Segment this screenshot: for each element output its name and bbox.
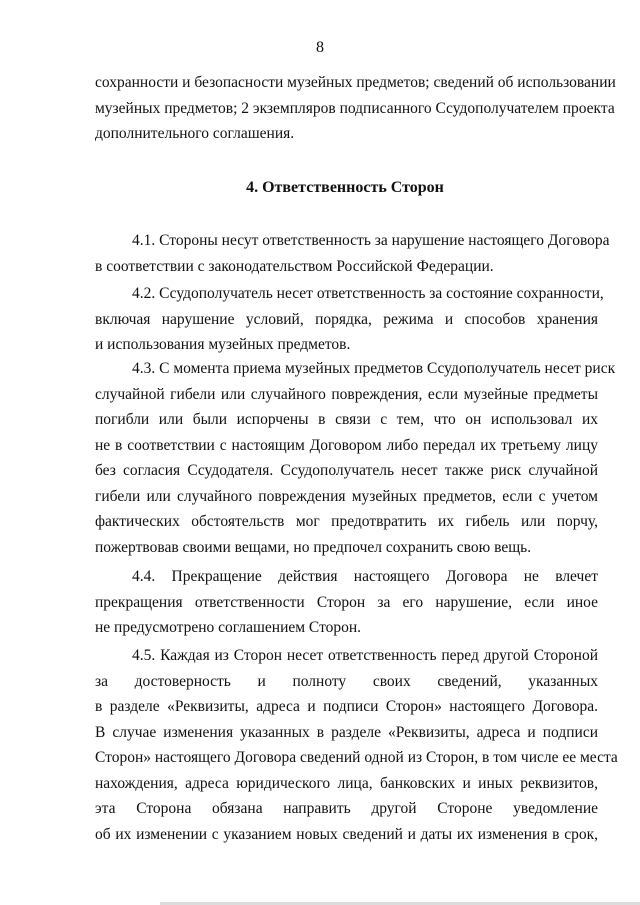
text-line: 4.4. Прекращение действия настоящего Договора не влечет (132, 568, 598, 585)
text-line: эта Сторона обязана направить другой Стороне уведомление (95, 800, 598, 817)
text-line: пожертвовав своими вещами, но предпочел сохранить свою вещь. (95, 538, 532, 556)
page-number: 8 (316, 39, 324, 56)
clause-4-3 (95, 356, 616, 560)
section-heading: 4. Ответственность Сторон (246, 179, 444, 196)
text-line: не в соответствии с настоящим Договором либо передал их третьему лицу (95, 436, 598, 454)
clause-4-4 (95, 564, 598, 641)
text-line: фактических обстоятельств мог предотвратить их гибель или порчу, (95, 513, 598, 530)
text-line: и использования музейных предметов. (95, 336, 351, 353)
text-line: 4.5. Каждая из Сторон несет ответственность перед другой Стороной (132, 647, 598, 664)
text-line: В случае изменения указанных в разделе «Реквизиты, адреса и подписи (95, 723, 598, 741)
text-line: об их изменении с указанием новых сведений и даты их изменения в срок, (95, 825, 598, 843)
text-line: случайной гибели или случайного повреждения, если музейные предметы (95, 385, 598, 403)
text-line: за достоверность и полноту своих сведений, указанных (95, 672, 598, 690)
clause-4-2 (95, 281, 604, 358)
text-line: погибли или были испорчены в связи с тем, что он использовал их (95, 411, 598, 428)
text-line: нахождения, адреса юридического лица, банковских и иных реквизитов, (95, 774, 598, 792)
text-line: 4.2. Ссудополучатель несет ответственность за состояние сохранности, (132, 285, 604, 302)
clause-4-5 (95, 643, 618, 847)
text-line: сохранности и безопасности музейных предметов; сведений об использовании (95, 74, 616, 91)
intro-paragraph (95, 70, 616, 147)
text-line: Сторон» настоящего Договора сведений одной из Сторон, в том числе ее места (95, 749, 618, 766)
text-line: дополнительного соглашения. (95, 125, 295, 142)
text-line: музейных предметов; 2 экземпляров подписанного Ссудополучателем проекта (95, 99, 615, 117)
text-line: в разделе «Реквизиты, адреса и подписи Сторон» настоящего Договора. (95, 698, 598, 715)
text-line: не предусмотрено соглашением Сторон. (95, 619, 362, 636)
text-line: 4.1. Стороны несут ответственность за нарушение настоящего Договора (132, 232, 610, 249)
text-line: включая нарушение условий, порядка, режима и способов хранения (95, 310, 598, 328)
text-line: в соответствии с законодательством Российской Федерации. (95, 257, 494, 275)
text-line: прекращения ответственности Сторон за его нарушение, если иное (95, 593, 598, 611)
clause-4-1 (95, 228, 610, 279)
text-line: без согласия Ссудодателя. Ссудополучатель несет также риск случайной (95, 462, 598, 479)
text-line: гибели или случайного повреждения музейных предметов, если с учетом (95, 487, 598, 505)
text-line: 4.3. С момента приема музейных предметов Ссудополучатель несет риск (132, 360, 616, 377)
